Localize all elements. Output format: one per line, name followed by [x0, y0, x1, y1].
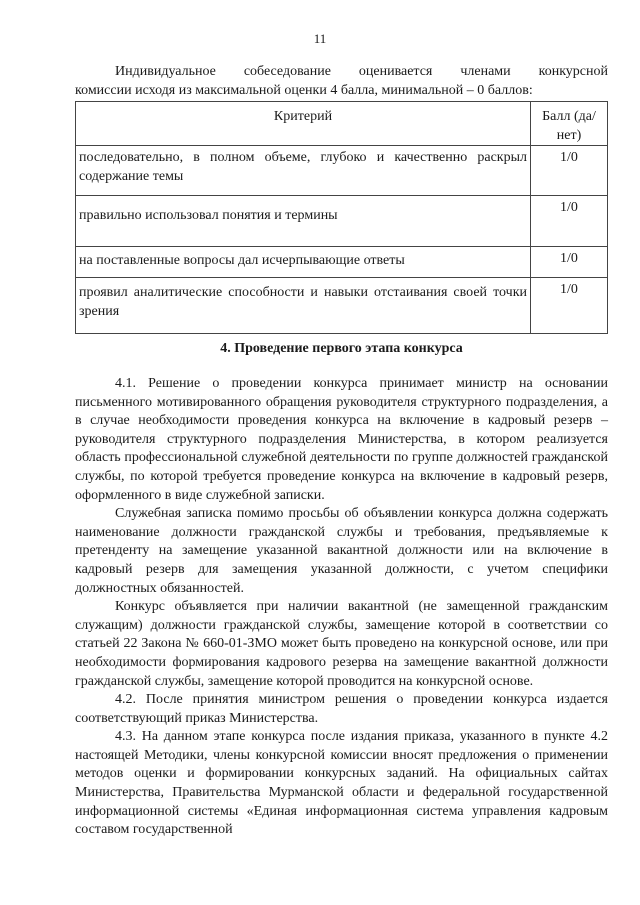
- criterion-cell: правильно использовал понятия и термины: [76, 196, 531, 247]
- section-title: 4. Проведение первого этапа конкурса: [220, 341, 463, 356]
- intro-line-2: комиссии исходя из максимальной оценки 4 балла, минимальной – 0 баллов:: [75, 83, 533, 98]
- table-row: [76, 278, 608, 334]
- paragraph-4-1: 4.1. Решение о проведении конкурса принимает министр на основании письменного мотивированного обращения руководителя структурного подразделения, а в случае необходимости проведения конкурса на включение в кадровый резерв – руководителя структурного подразделения Министерства, в котором реализуется область профессиональной служебной деятельности по группе должностей гражданской службы, по которой требуется проведение конкурса на включение в кадровый резерв, оформленного в виде служебной записки.: [75, 376, 608, 503]
- header-score: Балл (да/нет): [531, 102, 608, 146]
- criterion-cell: последовательно, в полном объеме, глубоко и качественно раскрыл содержание темы: [76, 146, 531, 196]
- body-text: [75, 375, 608, 840]
- score-cell: 1/0: [531, 196, 608, 247]
- intro-text: [75, 62, 608, 100]
- criterion-cell: проявил аналитические способности и навыки отстаивания своей точки зрения: [76, 278, 531, 334]
- paragraph-4-3: 4.3. На данном этапе конкурса после издания приказа, указанного в пункте 4.2 настоящей Методики, члены конкурсной комиссии вносят предложения о применении методов оценки и формировании конкурсных заданий. На официальных сайтах Министерства, Правительства Мурманской области и федеральной государственной информационной системы «Единая информационная система управления кадровым составом государственной: [75, 729, 608, 838]
- header-criterion: Критерий: [76, 102, 531, 146]
- table-row: [76, 146, 608, 196]
- criterion-cell: на поставленные вопросы дал исчерпывающие ответы: [76, 247, 531, 278]
- paragraph-announcement: Конкурс объявляется при наличии вакантной (не замещенной гражданским служащим) должности гражданской службы, замещение которой в соответствии со статьей 22 Закона № 660-01-ЗМО может быть проведено на конкурсной основе, или при необходимости формирования кадрового резерва на замещение вакантной должности гражданской службы, замещение которой проводится на конкурсной основе.: [75, 599, 608, 689]
- table-header-row: [76, 102, 608, 146]
- paragraph-memo: Служебная записка помимо просьбы об объявлении конкурса должна содержать наименование должности гражданской службы и требования, предъявляемые к претенденту на замещение указанной вакантной должности или на включение в кадровый резерв для замещения указанной должности, с учетом специфики должностных обязанностей.: [75, 506, 608, 596]
- table-row: [76, 196, 608, 247]
- paragraph-4-2: 4.2. После принятия министром решения о проведении конкурса издается соответствующий приказ Министерства.: [75, 692, 608, 726]
- intro-line-1: Индивидуальное собеседование оценивается членами конкурсной: [115, 64, 608, 79]
- page-number: 11: [313, 31, 327, 46]
- table-row: [76, 247, 608, 278]
- score-cell: 1/0: [531, 146, 608, 196]
- criteria-table: [75, 101, 608, 334]
- score-cell: 1/0: [531, 247, 608, 278]
- score-cell: 1/0: [531, 278, 608, 334]
